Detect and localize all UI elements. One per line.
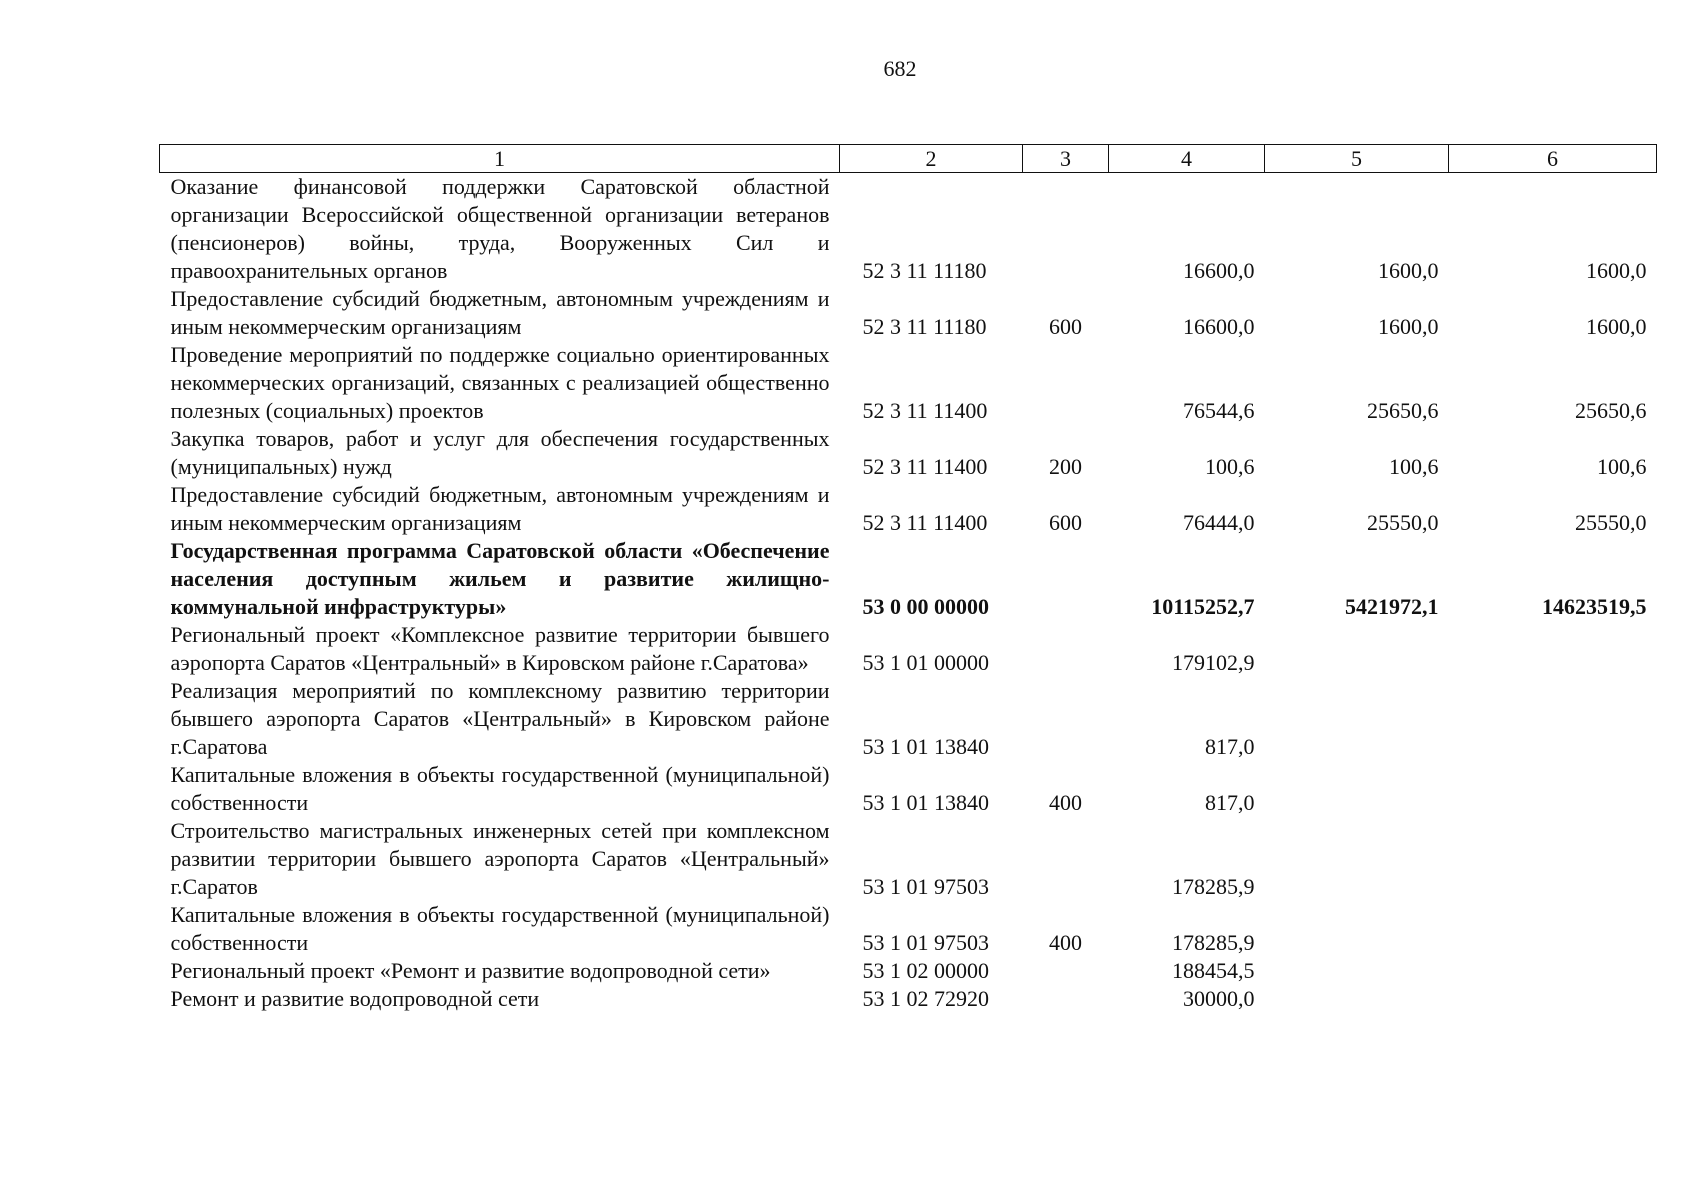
row-value-col6 [1449,677,1657,761]
row-expense-type: 600 [1049,314,1082,339]
row-value-col6: 25650,6 [1575,398,1647,423]
row-expense-type [1023,677,1109,761]
row-value-col4: 76544,6 [1183,398,1255,423]
row-value-col4: 179102,9 [1172,650,1255,675]
row-code: 53 1 01 97503 [862,874,989,899]
row-value-col5 [1265,817,1449,901]
table-row [160,985,1657,1013]
row-expense-type [1023,173,1109,286]
row-value-col6 [1449,621,1657,677]
header-row [160,145,1657,173]
row-code: 53 1 01 13840 [862,790,989,815]
row-value-col6: 1600,0 [1586,258,1647,283]
row-value-col5: 100,6 [1389,454,1439,479]
page-number: 682 [883,56,917,81]
row-expense-type: 400 [1049,790,1082,815]
row-expense-type [1023,957,1109,985]
row-value-col5: 1600,0 [1378,314,1439,339]
budget-table [159,144,1657,1013]
column-header-1: 1 [160,145,840,173]
column-header-2: 2 [840,145,1023,173]
row-value-col5: 5421972,1 [1345,594,1439,619]
row-value-col4: 76444,0 [1183,510,1255,535]
row-name: Ремонт и развитие водопроводной сети [170,986,540,1011]
row-value-col4: 16600,0 [1183,314,1255,339]
table-row [160,761,1657,817]
table-row [160,341,1657,425]
row-code: 53 1 01 97503 [862,930,989,955]
table-header [160,145,1657,173]
row-value-col4: 178285,9 [1172,874,1255,899]
row-value-col5: 25650,6 [1367,398,1439,423]
row-value-col6: 1600,0 [1586,314,1647,339]
row-name: Региональный проект «Комплексное развитие территории бывшего аэропорта Саратов «Центральный» в Кировском районе г.Саратова» [170,622,830,675]
row-value-col5: 1600,0 [1378,258,1439,283]
table-row [160,957,1657,985]
row-expense-type [1023,817,1109,901]
row-value-col6: 100,6 [1597,454,1647,479]
row-name: Оказание финансовой поддержки Саратовской областной организации Всероссийской общественной организации ветеранов (пенсионеров) войны, труда, Вооруженных Сил и правоохранительных органов [170,174,830,283]
row-code: 53 0 00 00000 [862,594,989,619]
row-value-col6: 25550,0 [1575,510,1647,535]
column-header-6: 6 [1449,145,1657,173]
table-row [160,677,1657,761]
table-row [160,537,1657,621]
row-name: Региональный проект «Ремонт и развитие водопроводной сети» [170,958,771,983]
row-value-col4: 178285,9 [1172,930,1255,955]
row-name: Реализация мероприятий по комплексному развитию территории бывшего аэропорта Саратов «Центральный» в Кировском районе г.Саратова [170,678,830,759]
row-expense-type [1023,985,1109,1013]
row-value-col4: 30000,0 [1183,986,1255,1011]
row-value-col6: 14623519,5 [1542,594,1647,619]
row-value-col5 [1265,621,1449,677]
row-value-col4: 16600,0 [1183,258,1255,283]
column-header-5: 5 [1265,145,1449,173]
row-value-col4: 817,0 [1205,790,1255,815]
row-value-col5 [1265,901,1449,957]
row-value-col4: 188454,5 [1172,958,1255,983]
table-row [160,481,1657,537]
row-code: 52 3 11 11180 [862,314,987,339]
row-name: Предоставление субсидий бюджетным, автономным учреждениям и иным некоммерческим организациям [170,482,830,535]
row-name: Капитальные вложения в объекты государственной (муниципальной) собственности [170,762,830,815]
table-row [160,621,1657,677]
row-value-col4: 100,6 [1205,454,1255,479]
row-value-col6 [1449,761,1657,817]
row-expense-type: 200 [1049,454,1082,479]
row-value-col6 [1449,901,1657,957]
row-value-col5 [1265,761,1449,817]
table-row [160,901,1657,957]
row-value-col4: 10115252,7 [1151,594,1255,619]
row-expense-type [1023,341,1109,425]
row-value-col5 [1265,985,1449,1013]
row-code: 52 3 11 11180 [862,258,987,283]
table-row [160,817,1657,901]
column-header-4: 4 [1109,145,1265,173]
row-code: 53 1 02 00000 [862,958,989,983]
row-code: 53 1 01 13840 [862,734,989,759]
row-expense-type: 600 [1049,510,1082,535]
table-row [160,285,1657,341]
row-expense-type [1023,537,1109,621]
row-code: 52 3 11 11400 [862,398,988,423]
row-value-col5: 25550,0 [1367,510,1439,535]
row-value-col6 [1449,985,1657,1013]
row-code: 53 1 02 72920 [862,986,989,1011]
row-name: Государственная программа Саратовской области «Обеспечение населения доступным жильем и развитие жилищно-коммунальной инфраструктуры» [170,538,830,619]
row-value-col6 [1449,817,1657,901]
row-expense-type: 400 [1049,930,1082,955]
row-value-col5 [1265,957,1449,985]
row-name: Строительство магистральных инженерных сетей при комплексном развитии территории бывшего аэропорта Саратов «Центральный» г.Саратов [170,818,830,899]
row-code: 53 1 01 00000 [862,650,989,675]
row-value-col6 [1449,957,1657,985]
row-name: Закупка товаров, работ и услуг для обеспечения государственных (муниципальных) нужд [170,426,830,479]
row-code: 52 3 11 11400 [862,510,988,535]
row-value-col5 [1265,677,1449,761]
table-body [160,173,1657,1014]
column-header-3: 3 [1023,145,1109,173]
row-name: Проведение мероприятий по поддержке социально ориентированных некоммерческих организаций, связанных с реализацией общественно полезных (социальных) проектов [170,342,830,423]
row-name: Капитальные вложения в объекты государственной (муниципальной) собственности [170,902,830,955]
row-name: Предоставление субсидий бюджетным, автономным учреждениям и иным некоммерческим организациям [170,286,830,339]
row-expense-type [1023,621,1109,677]
row-value-col4: 817,0 [1205,734,1255,759]
row-code: 52 3 11 11400 [862,454,988,479]
table-row [160,173,1657,286]
table-row [160,425,1657,481]
